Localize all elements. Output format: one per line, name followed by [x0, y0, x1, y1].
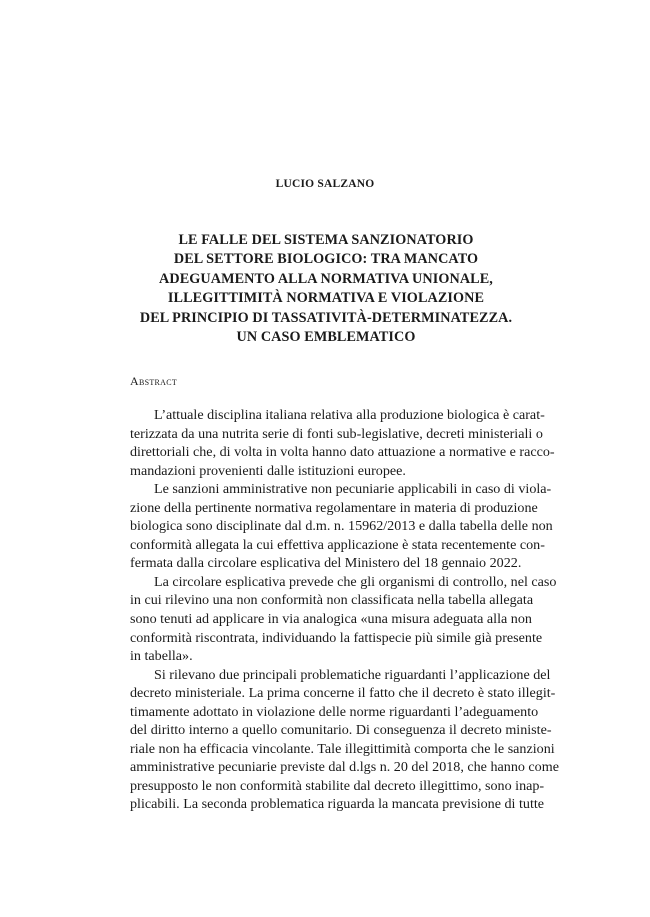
title-line: ILLEGITTIMITÀ NORMATIVA E VIOLAZIONE [167, 290, 485, 307]
title-line: ADEGUAMENTO ALLA NORMATIVA UNIONALE, [159, 270, 493, 287]
text-line: sono tenuti ad applicare in via analogica «una misura adeguata alla non [130, 611, 532, 628]
paragraph [130, 480, 553, 573]
text-line: direttoriali che, di volta in volta hanno dato attuazione a normative e racco- [130, 444, 555, 461]
text-line: plicabili. La seconda problematica riguarda la mancata previsione di tutte [130, 796, 545, 813]
text-line: Si rilevano due principali problematiche riguardanti l’applicazione del [154, 666, 551, 683]
paragraph [130, 666, 559, 814]
text-line: timamente adottato in violazione delle norme riguardanti l’adeguamento [130, 703, 539, 720]
text-line: presupposto le non conformità stabilite dal decreto illegittimo, sono inap- [130, 777, 545, 794]
text-line: decreto ministeriale. La prima concerne il fatto che il decreto è stato illegit- [130, 685, 556, 702]
title-line: LE FALLE DEL SISTEMA SANZIONATORIO [178, 232, 474, 248]
text-line: in tabella». [130, 648, 193, 665]
text-line: biologica sono disciplinate dal d.m. n. 15962/2013 e dalla tabella delle non [130, 518, 553, 535]
text-line: conformità allegata la cui effettiva applicazione è stata recentemente con- [130, 536, 545, 553]
text-line: Le sanzioni amministrative non pecuniarie applicabili in caso di viola- [154, 481, 552, 498]
paper-title [130, 231, 522, 347]
text-line: terizzata da una nutrita serie di fonti sub-legislative, decreti ministeriali o [130, 425, 543, 442]
text-line: del diritto interno a quello comunitario. Di conseguenza il decreto ministe- [130, 722, 552, 739]
text-line: zione della pertinente normativa regolamentare in materia di produzione [130, 499, 538, 516]
title-line: DEL PRINCIPIO DI TASSATIVITÀ-DETERMINATEZZA. [139, 309, 513, 326]
text-line: fermata dalla circolare esplicativa del Ministero del 18 gennaio 2022. [130, 555, 522, 572]
text-line: in cui rilevino una non conformità non classificata nella tabella allegata [130, 592, 534, 609]
paragraph [130, 406, 555, 480]
text-line: riale non ha efficacia vincolante. Tale illegittimità comporta che le sanzioni [130, 740, 555, 757]
text-line: amministrative pecuniarie previste dal d.lgs n. 20 del 2018, che hanno come [130, 759, 559, 776]
abstract-heading: Abstract [130, 374, 178, 388]
author-name: LUCIO SALZANO [275, 178, 375, 190]
text-line: La circolare esplicativa prevede che gli organismi di controllo, nel caso [154, 573, 557, 590]
title-line: UN CASO EMBLEMATICO [236, 329, 416, 346]
title-line: DEL SETTORE BIOLOGICO: TRA MANCATO [173, 251, 479, 268]
text-line: L’attuale disciplina italiana relativa alla produzione biologica è carat- [154, 407, 545, 423]
text-line: conformità riscontrata, individuando la fattispecie più simile già presente [130, 629, 543, 646]
text-line: mandazioni provenienti dalle istituzioni europee. [130, 462, 406, 479]
abstract-body [130, 406, 559, 814]
paragraph [130, 573, 557, 666]
